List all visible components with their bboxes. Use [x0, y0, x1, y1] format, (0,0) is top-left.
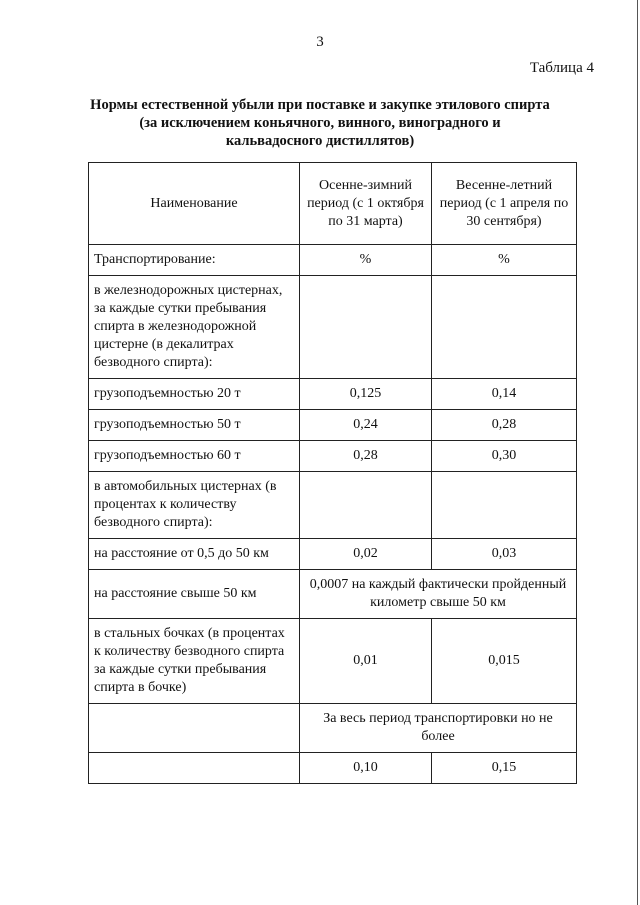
table-row: [89, 570, 577, 619]
empty-cell: [300, 276, 432, 379]
row-value-autumn: 0,10: [300, 753, 432, 784]
row-value-spring: 0,14: [432, 379, 577, 410]
table-header-row: [89, 163, 577, 245]
table-row: [89, 379, 577, 410]
empty-cell: [89, 753, 300, 784]
row-value-spring: 0,15: [432, 753, 577, 784]
scan-edge-line: [637, 0, 638, 905]
empty-cell: [89, 704, 300, 753]
page-number: 3: [316, 34, 324, 50]
header-name: Наименование: [89, 163, 300, 245]
table-row: [89, 441, 577, 472]
norms-table: [88, 162, 577, 784]
row-value-autumn: 0,01: [300, 619, 432, 704]
empty-cell: [432, 472, 577, 539]
row-value-spring: %: [432, 245, 577, 276]
table-row: [89, 753, 577, 784]
row-value-autumn: 0,28: [300, 441, 432, 472]
row-value-autumn: 0,24: [300, 410, 432, 441]
row-label: Транспортирование:: [89, 245, 300, 276]
table-row: [89, 410, 577, 441]
table-row: [89, 619, 577, 704]
row-value-spring: 0,03: [432, 539, 577, 570]
row-value-merged: За весь период транспортировки но не более: [300, 704, 577, 753]
row-label: грузоподъемностью 50 т: [89, 410, 300, 441]
table-row: [89, 276, 577, 379]
row-value-spring: 0,28: [432, 410, 577, 441]
row-label: на расстояние свыше 50 км: [89, 570, 300, 619]
table-row: [89, 539, 577, 570]
empty-cell: [300, 472, 432, 539]
row-label: в стальных бочках (в процентах к количеству безводного спирта за каждые сутки пребывания спирта в бочке): [89, 619, 300, 704]
row-label: грузоподъемностью 20 т: [89, 379, 300, 410]
row-value-autumn: 0,125: [300, 379, 432, 410]
row-value-autumn: 0,02: [300, 539, 432, 570]
row-value-merged: 0,0007 на каждый фактически пройденный километр свыше 50 км: [300, 570, 577, 619]
table-row: [89, 472, 577, 539]
row-label: в автомобильных цистернах (в процентах к количеству безводного спирта):: [89, 472, 300, 539]
table-row: [89, 704, 577, 753]
row-value-autumn: %: [300, 245, 432, 276]
row-value-spring: 0,30: [432, 441, 577, 472]
row-label: на расстояние от 0,5 до 50 км: [89, 539, 300, 570]
document-title: Нормы естественной убыли при поставке и закупке этилового спирта (за исключением коньячного, винного, виноградного и кальвадосного дистиллятов): [90, 97, 550, 149]
row-value-spring: 0,015: [432, 619, 577, 704]
row-label: в железнодорожных цистернах, за каждые сутки пребывания спирта в железнодорожной цистерне (в декалитрах безводного спирта):: [89, 276, 300, 379]
table-label: Таблица 4: [529, 60, 594, 76]
empty-cell: [432, 276, 577, 379]
header-spring-summer: Весенне-летний период (с 1 апреля по 30 сентября): [432, 163, 577, 245]
header-autumn-winter: Осенне-зимний период (с 1 октября по 31 марта): [300, 163, 432, 245]
row-label: грузоподъемностью 60 т: [89, 441, 300, 472]
table-row: [89, 245, 577, 276]
